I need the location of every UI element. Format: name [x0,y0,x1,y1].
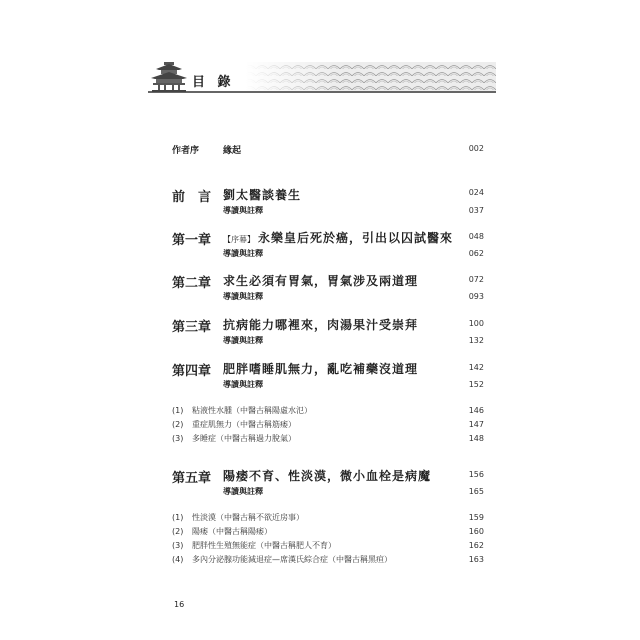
preface-title: 緣起 [223,146,242,156]
preface-page: 002 [468,144,484,153]
chapter-title: 求生必須有胃氣，胃氣涉及兩道理 [223,274,419,288]
page-folio: 16 [174,600,185,609]
chapter-page: 142 [468,363,484,372]
list-item: (1) 性淡漠（中醫古稱不欲近房事） [172,513,304,522]
chapter-page: 072 [468,275,484,284]
notes-label: 導讀與註釋 [223,487,263,496]
chapter-title: 肥胖嗜睡肌無力，亂吃補藥沒道理 [223,362,419,376]
list-item-page: 147 [468,420,484,429]
chapter-label: 第二章 [172,276,212,291]
notes-page: 062 [468,249,484,258]
palace-roof-icon [150,60,188,92]
list-item: (3) 多睡症（中醫古稱過力脫氣） [172,434,296,443]
chapter-title: 劉太醫談養生 [223,188,302,202]
notes-page: 152 [468,380,484,389]
toc-title: 目 錄 [192,75,235,90]
chapter-title: 陽痿不育、性淡漠，微小血栓是病魔 [223,469,432,483]
notes-label: 導讀與註釋 [223,249,263,258]
list-item: (2) 重症肌無力（中醫古稱筋痿） [172,420,296,429]
chapter-title [223,229,453,246]
chapter-tag: 【序幕】 [223,235,255,244]
list-item: (2) 陽痿（中醫古稱陽痿） [172,527,272,536]
chapter-page: 024 [468,188,484,197]
list-item-page: 160 [468,527,484,536]
notes-label: 導讀與註釋 [223,292,263,301]
notes-page: 165 [468,487,484,496]
notes-label: 導讀與註釋 [223,380,263,389]
notes-label: 導讀與註釋 [223,206,263,215]
chapter-title-text: 永樂皇后死於癌，引出以囚試醫來 [258,231,454,245]
notes-page: 132 [468,336,484,345]
list-item: (3) 肥胖性生殖無能症（中醫古稱肥人不育） [172,541,336,550]
preface-label: 作者序 [172,146,200,156]
list-item-page: 162 [468,541,484,550]
notes-page: 037 [468,206,484,215]
notes-page: 093 [468,292,484,301]
header-rule [148,91,496,93]
notes-label: 導讀與註釋 [223,336,263,345]
chapter-page: 100 [468,319,484,328]
list-item-page: 163 [468,555,484,564]
list-item: (4) 多內分泌腺功能減退症—席漢氏綜合症（中醫古稱黑疸） [172,555,392,564]
list-item: (1) 粘液性水腫（中醫古稱陽虛水氾） [172,406,312,415]
list-item-page: 146 [468,406,484,415]
chapter-title: 抗病能力哪裡來，肉湯果汁受崇拜 [223,318,419,332]
chapter-label: 第三章 [172,320,212,335]
chapter-label: 第五章 [172,471,212,486]
chapter-label: 第一章 [172,233,212,248]
chapter-page: 156 [468,470,484,479]
chapter-page: 048 [468,232,484,241]
list-item-page: 159 [468,513,484,522]
chapter-label: 第四章 [172,364,212,379]
chapter-label: 前 言 [172,190,212,205]
list-item-page: 148 [468,434,484,443]
